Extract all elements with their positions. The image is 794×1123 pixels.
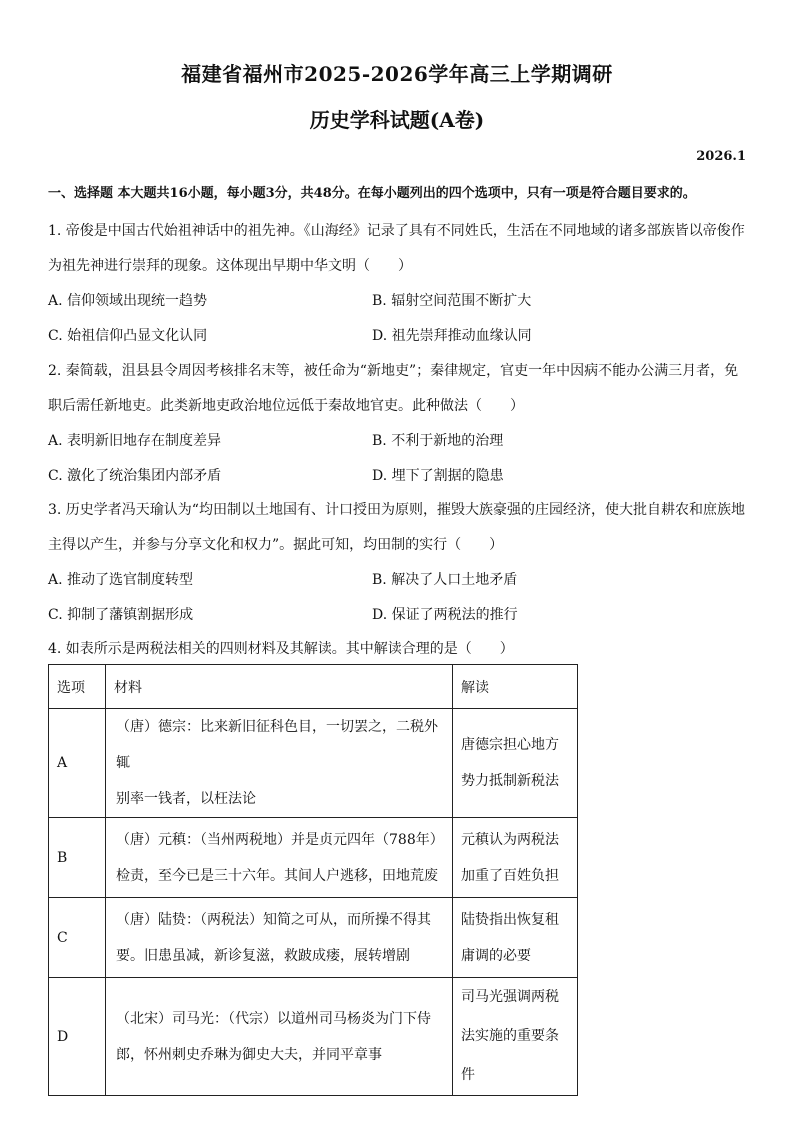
table-cell-material	[106, 818, 453, 898]
table-cell-interpretation	[453, 709, 578, 818]
interpretation-line: 庸调的必要	[461, 947, 531, 964]
table-cell-interpretation	[453, 898, 578, 978]
table-cell-material	[106, 978, 453, 1096]
interpretation-line: 陆贽指出恢复租	[461, 911, 559, 928]
question-1-option-a: A. 信仰领域出现统一趋势	[48, 293, 208, 309]
question-3-stem-line-2: 主得以产生，并参与分享文化和权力”。据此可知，均田制的实行（ ）	[48, 537, 504, 553]
material-line: （唐）元稹：（当州两税地）并是贞元四年（788年）	[116, 831, 444, 848]
interpretation-line: 法实施的重要条	[461, 1028, 559, 1044]
table-header-option: 选项	[49, 665, 106, 709]
interpretation-line: 司马光强调两税	[461, 989, 559, 1005]
material-line: （唐）德宗：比来新旧征科色目，一切罢之，二税外辄	[116, 719, 438, 771]
table-cell-option: A	[49, 709, 106, 818]
question-2-option-d: D. 埋下了割据的隐患	[372, 468, 504, 484]
section-heading: 一、选择题 本大题共16小题，每小题3分，共48分。在每小题列出的四个选项中，只有一项是符合题目要求的。	[48, 186, 696, 201]
question-2-option-a: A. 表明新旧地存在制度差异	[48, 433, 222, 449]
material-line: 检责，至今已是三十六年。其间人户逃移，田地荒废	[116, 867, 438, 884]
page-subtitle: 历史学科试题(A卷)	[309, 108, 485, 132]
question-1-option-d: D. 祖先崇拜推动血缘认同	[372, 328, 532, 344]
question-1-option-b: B. 辐射空间范围不断扩大	[372, 293, 532, 309]
page-title: 福建省福州市2025-2026学年高三上学期调研	[181, 62, 613, 86]
question-3-option-b: B. 解决了人口土地矛盾	[372, 572, 518, 588]
interpretation-line: 元稹认为两税法	[461, 831, 559, 848]
material-line: 要。旧患虽减，新诊复滋，救跛成瘘，展转增剧	[116, 947, 410, 964]
table-cell-material	[106, 898, 453, 978]
interpretation-line: 势力抵制新税法	[461, 773, 559, 789]
interpretation-line: 加重了百姓负担	[461, 867, 559, 884]
table-header-interpretation: 解读	[453, 665, 578, 709]
table-cell-option: C	[49, 898, 106, 978]
question-4-stem: 4. 如表所示是两税法相关的四则材料及其解读。其中解读合理的是（ ）	[48, 641, 514, 657]
material-line: 别率一钱者，以枉法论	[116, 791, 256, 807]
table-header-row	[49, 665, 578, 709]
table-row	[49, 898, 578, 978]
table-row	[49, 978, 578, 1096]
table-cell-interpretation	[453, 818, 578, 898]
material-line: （唐）陆贽：（两税法）知简之可从，而所操不得其	[116, 911, 431, 928]
table-cell-material	[106, 709, 453, 818]
table-cell-interpretation	[453, 978, 578, 1096]
interpretation-line: 件	[461, 1067, 475, 1083]
exam-date: 2026.1	[696, 149, 746, 164]
question-3-option-c: C. 抑制了藩镇割据形成	[48, 607, 194, 623]
table-cell-option: D	[49, 978, 106, 1096]
table-header-material: 材料	[106, 665, 453, 709]
question-3-option-d: D. 保证了两税法的推行	[372, 607, 518, 623]
question-1-option-c: C. 始祖信仰凸显文化认同	[48, 328, 208, 344]
table-row	[49, 818, 578, 898]
interpretation-line: 唐德宗担心地方	[461, 737, 559, 753]
question-2-stem-line-2: 职后需任新地吏。此类新地吏政治地位远低于秦故地官吏。此种做法（ ）	[48, 398, 524, 414]
question-3-stem-line-1: 3. 历史学者冯天瑜认为“均田制以土地国有、计口授田为原则，摧毁大族豪强的庄园经济，使大批自耕农和庶族地	[48, 502, 745, 518]
question-1-stem-line-1: 1. 帝俊是中国古代始祖神话中的祖先神。《山海经》记录了具有不同姓氏，生活在不同地域的诸多部族皆以帝俊作	[48, 223, 745, 239]
material-line: 郎，怀州刺史乔琳为御史大夫，并同平章事	[116, 1046, 382, 1063]
question-2-option-c: C. 激化了统治集团内部矛盾	[48, 468, 222, 484]
question-2-option-b: B. 不利于新地的治理	[372, 433, 504, 449]
question-4-table	[48, 664, 578, 1096]
question-2-stem-line-1: 2. 秦简载，沮县县令周因考核排名末等，被任命为“新地吏”；秦律规定，官吏一年中因病不能办公满三月者，免	[48, 363, 739, 379]
question-1-stem-line-2: 为祖先神进行崇拜的现象。这体现出早期中华文明（ ）	[48, 258, 412, 274]
material-line: （北宋）司马光：（代宗）以道州司马杨炎为门下侍	[116, 1010, 431, 1027]
table-row	[49, 709, 578, 818]
table-cell-option: B	[49, 818, 106, 898]
question-3-option-a: A. 推动了选官制度转型	[48, 572, 194, 588]
